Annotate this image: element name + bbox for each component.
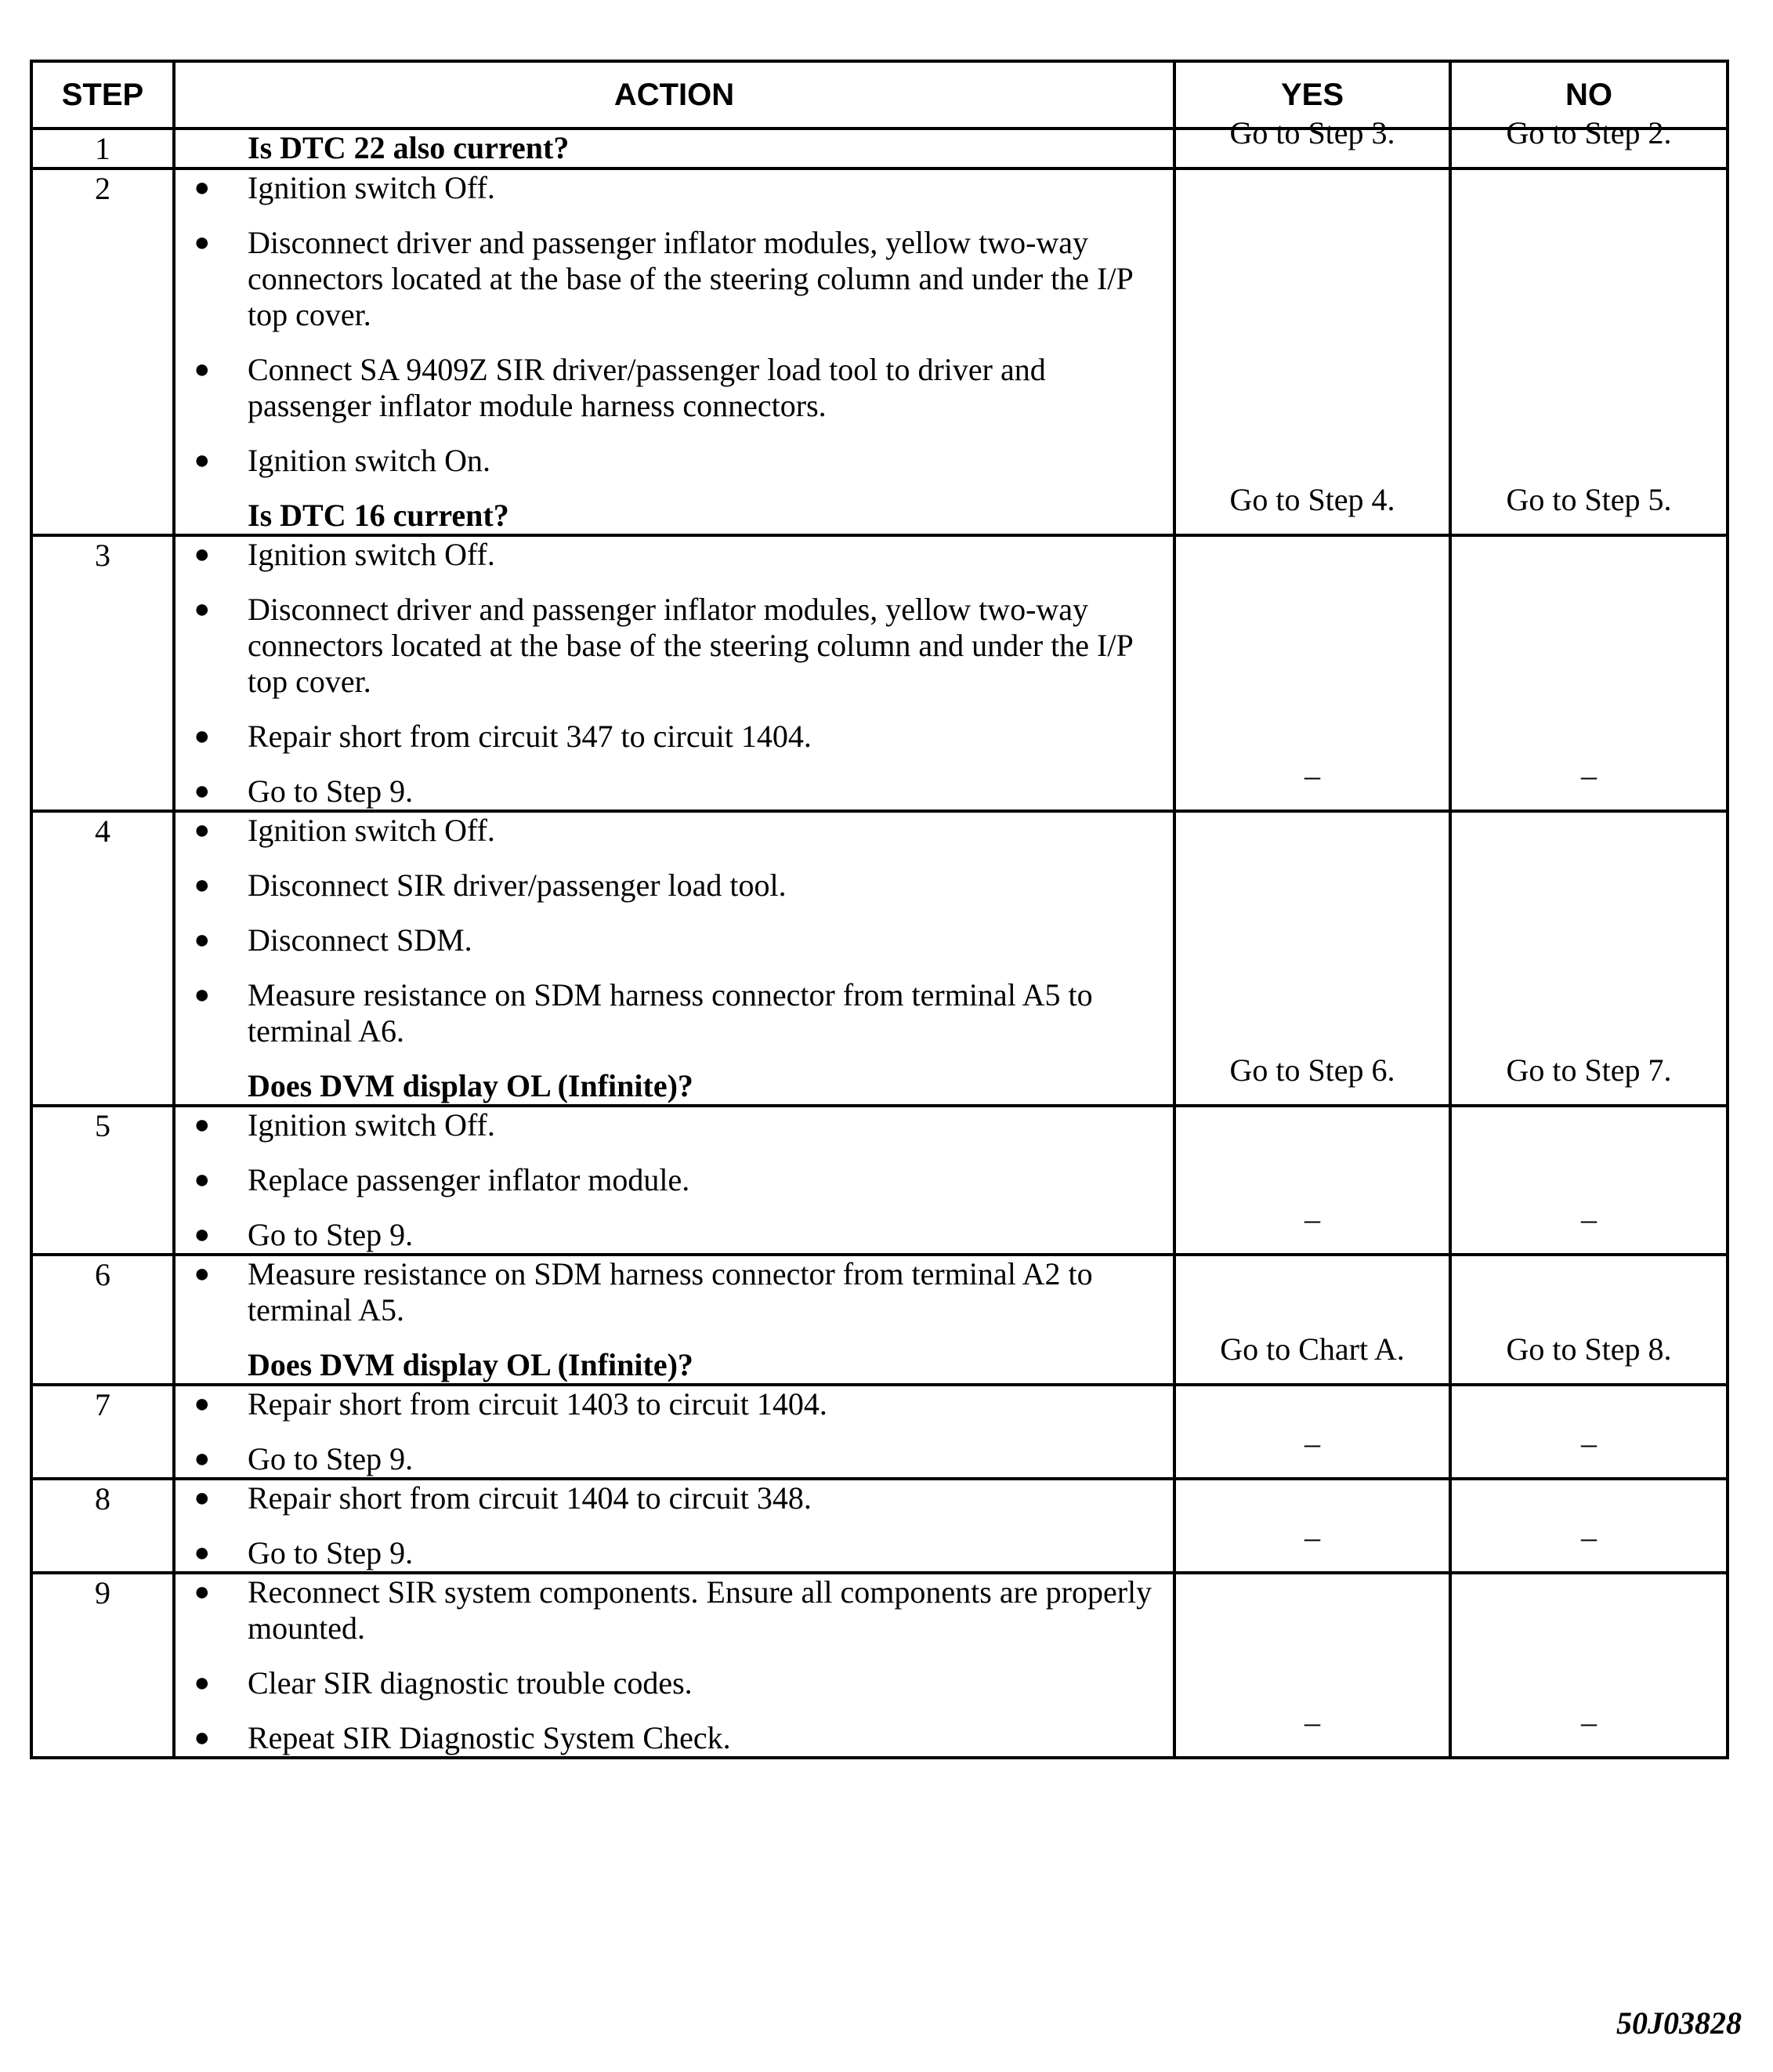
- action-text: Measure resistance on SDM harness connector from terminal A2 to terminal A5.: [248, 1256, 1093, 1328]
- yes-cell: [1174, 1573, 1450, 1758]
- question-text: Is DTC 22 also current?: [248, 130, 570, 165]
- action-bullet-item: [175, 537, 1173, 573]
- header-no: NO: [1450, 61, 1728, 129]
- action-cell: [174, 811, 1174, 1106]
- action-bullet-item: [175, 1665, 1173, 1701]
- bullet-icon: ●: [194, 1444, 210, 1473]
- action-text: Disconnect SDM.: [248, 922, 472, 958]
- action-text: Repeat SIR Diagnostic System Check.: [248, 1720, 731, 1755]
- action-bullet-item: [175, 1256, 1173, 1328]
- action-text: Ignition switch Off.: [248, 170, 495, 205]
- bullet-icon: ●: [194, 1578, 210, 1607]
- no-result: –: [1581, 1425, 1597, 1461]
- bullet-icon: ●: [194, 722, 210, 751]
- bullet-icon: ●: [194, 446, 210, 475]
- action-text: Ignition switch Off.: [248, 1107, 495, 1143]
- action-text: Disconnect SIR driver/passenger load tool.: [248, 868, 787, 903]
- action-bullet-item: [175, 977, 1173, 1049]
- yes-result: –: [1304, 1704, 1320, 1740]
- table-row: [31, 811, 1728, 1106]
- step-cell: 9: [31, 1573, 174, 1758]
- action-question: [175, 1347, 1173, 1383]
- action-bullet-item: [175, 225, 1173, 333]
- action-bullet-item: [175, 1720, 1173, 1756]
- action-text: Connect SA 9409Z SIR driver/passenger load tool to driver and passenger inflator module harness connectors.: [248, 352, 1046, 423]
- yes-cell: [1174, 168, 1450, 535]
- header-step: STEP: [31, 61, 174, 129]
- action-cell: [174, 1573, 1174, 1758]
- table-row: [31, 535, 1728, 811]
- action-bullet-item: [175, 1535, 1173, 1571]
- yes-result: –: [1304, 758, 1320, 793]
- no-cell: [1450, 535, 1728, 811]
- step-cell: 2: [31, 168, 174, 535]
- action-bullet-item: [175, 170, 1173, 206]
- yes-cell: [1174, 1106, 1450, 1255]
- bullet-icon: ●: [194, 1259, 210, 1288]
- no-result: Go to Step 2.: [1506, 115, 1672, 150]
- table-row: [31, 1385, 1728, 1479]
- bullet-icon: ●: [194, 540, 210, 569]
- yes-result: Go to Step 4.: [1229, 482, 1395, 517]
- action-text: Disconnect driver and passenger inflator modules, yellow two-way connectors located at the base of the steering column and under the I/P top cover.: [248, 592, 1133, 699]
- question-text: Is DTC 16 current?: [248, 498, 509, 533]
- action-bullet-item: [175, 922, 1173, 958]
- yes-cell: [1174, 535, 1450, 811]
- no-cell: [1450, 1573, 1728, 1758]
- action-text: Replace passenger inflator module.: [248, 1162, 690, 1197]
- action-text: Ignition switch On.: [248, 443, 490, 478]
- action-text: Repair short from circuit 1403 to circuit 1404.: [248, 1386, 827, 1422]
- step-cell: 3: [31, 535, 174, 811]
- header-action: ACTION: [174, 61, 1174, 129]
- question-text: Does DVM display OL (Infinite)?: [248, 1068, 693, 1103]
- bullet-icon: ●: [194, 228, 210, 257]
- action-bullet-item: [175, 773, 1173, 810]
- action-cell: [174, 535, 1174, 811]
- action-bullet-item: [175, 813, 1173, 849]
- bullet-icon: ●: [194, 1220, 210, 1249]
- action-bullet-item: [175, 1574, 1173, 1646]
- action-text: Ignition switch Off.: [248, 813, 495, 848]
- yes-cell: [1174, 1479, 1450, 1573]
- action-text: Go to Step 9.: [248, 1441, 414, 1476]
- no-result: Go to Step 8.: [1506, 1331, 1672, 1367]
- bullet-icon: ●: [194, 1668, 210, 1697]
- action-text: Go to Step 9.: [248, 1217, 414, 1252]
- action-text: Go to Step 9.: [248, 773, 414, 809]
- action-bullet-item: [175, 443, 1173, 479]
- table-row: [31, 1255, 1728, 1385]
- no-cell: [1450, 1479, 1728, 1573]
- action-bullet-item: [175, 719, 1173, 755]
- bullet-icon: ●: [194, 926, 210, 954]
- diagnostic-table: [30, 60, 1729, 1759]
- bullet-icon: ●: [194, 173, 210, 202]
- no-result: –: [1581, 1520, 1597, 1555]
- step-cell: 5: [31, 1106, 174, 1255]
- table-row: [31, 168, 1728, 535]
- action-question: [175, 1068, 1173, 1104]
- action-text: Repair short from circuit 1404 to circuit 348.: [248, 1480, 812, 1516]
- bullet-icon: ●: [194, 816, 210, 845]
- action-cell: [174, 1385, 1174, 1479]
- bullet-icon: ●: [194, 871, 210, 900]
- action-text: Reconnect SIR system components. Ensure all components are properly mounted.: [248, 1574, 1152, 1646]
- table-row: [31, 129, 1728, 168]
- action-text: Go to Step 9.: [248, 1535, 414, 1570]
- action-bullet-item: [175, 592, 1173, 700]
- step-cell: 1: [31, 129, 174, 168]
- action-bullet-item: [175, 868, 1173, 904]
- no-result: –: [1581, 758, 1597, 793]
- action-cell: [174, 1479, 1174, 1573]
- action-cell: [174, 1255, 1174, 1385]
- table-row: [31, 1479, 1728, 1573]
- action-bullet-item: [175, 1386, 1173, 1422]
- no-cell: [1450, 1255, 1728, 1385]
- figure-id: 50J03828: [1616, 2005, 1742, 2041]
- bullet-icon: ●: [194, 777, 210, 806]
- action-text: Measure resistance on SDM harness connector from terminal A5 to terminal A6.: [248, 977, 1093, 1049]
- action-text: Ignition switch Off.: [248, 537, 495, 572]
- no-result: Go to Step 5.: [1506, 482, 1672, 517]
- yes-result: Go to Chart A.: [1220, 1331, 1405, 1367]
- action-bullet-item: [175, 1217, 1173, 1253]
- bullet-icon: ●: [194, 595, 210, 624]
- action-cell: [174, 129, 1174, 168]
- bullet-icon: ●: [194, 355, 210, 384]
- table-row: [31, 1106, 1728, 1255]
- no-cell: [1450, 115, 1728, 168]
- yes-cell: [1174, 115, 1450, 168]
- bullet-icon: ●: [194, 1483, 210, 1512]
- no-result: Go to Step 7.: [1506, 1052, 1672, 1088]
- yes-result: –: [1304, 1425, 1320, 1461]
- action-cell: [174, 168, 1174, 535]
- action-cell: [174, 1106, 1174, 1255]
- step-cell: 7: [31, 1385, 174, 1479]
- action-question: [175, 130, 1173, 166]
- yes-result: Go to Step 6.: [1229, 1052, 1395, 1088]
- action-text: Repair short from circuit 347 to circuit 1404.: [248, 719, 812, 754]
- yes-cell: [1174, 1385, 1450, 1479]
- action-bullet-item: [175, 1107, 1173, 1143]
- action-bullet-item: [175, 352, 1173, 424]
- yes-cell: [1174, 811, 1450, 1106]
- yes-result: Go to Step 3.: [1229, 115, 1395, 150]
- action-bullet-item: [175, 1480, 1173, 1516]
- no-cell: [1450, 168, 1728, 535]
- action-text: Disconnect driver and passenger inflator modules, yellow two-way connectors located at the base of the steering column and under the I/P top cover.: [248, 225, 1133, 332]
- yes-result: –: [1304, 1520, 1320, 1555]
- step-cell: 8: [31, 1479, 174, 1573]
- bullet-icon: ●: [194, 1165, 210, 1194]
- table-row: [31, 1573, 1728, 1758]
- step-cell: 4: [31, 811, 174, 1106]
- bullet-icon: ●: [194, 1110, 210, 1139]
- no-cell: [1450, 811, 1728, 1106]
- action-text: Clear SIR diagnostic trouble codes.: [248, 1665, 693, 1701]
- question-text: Does DVM display OL (Infinite)?: [248, 1347, 693, 1382]
- action-bullet-item: [175, 1162, 1173, 1198]
- yes-cell: [1174, 1255, 1450, 1385]
- step-cell: 6: [31, 1255, 174, 1385]
- action-question: [175, 498, 1173, 534]
- table-body: [31, 115, 1728, 1758]
- header-yes: YES: [1174, 61, 1450, 129]
- bullet-icon: ●: [194, 1538, 210, 1567]
- no-result: –: [1581, 1201, 1597, 1237]
- no-cell: [1450, 1385, 1728, 1479]
- no-result: –: [1581, 1704, 1597, 1740]
- bullet-icon: ●: [194, 1389, 210, 1418]
- bullet-icon: ●: [194, 1723, 210, 1752]
- action-bullet-item: [175, 1441, 1173, 1477]
- no-cell: [1450, 1106, 1728, 1255]
- bullet-icon: ●: [194, 980, 210, 1009]
- yes-result: –: [1304, 1201, 1320, 1237]
